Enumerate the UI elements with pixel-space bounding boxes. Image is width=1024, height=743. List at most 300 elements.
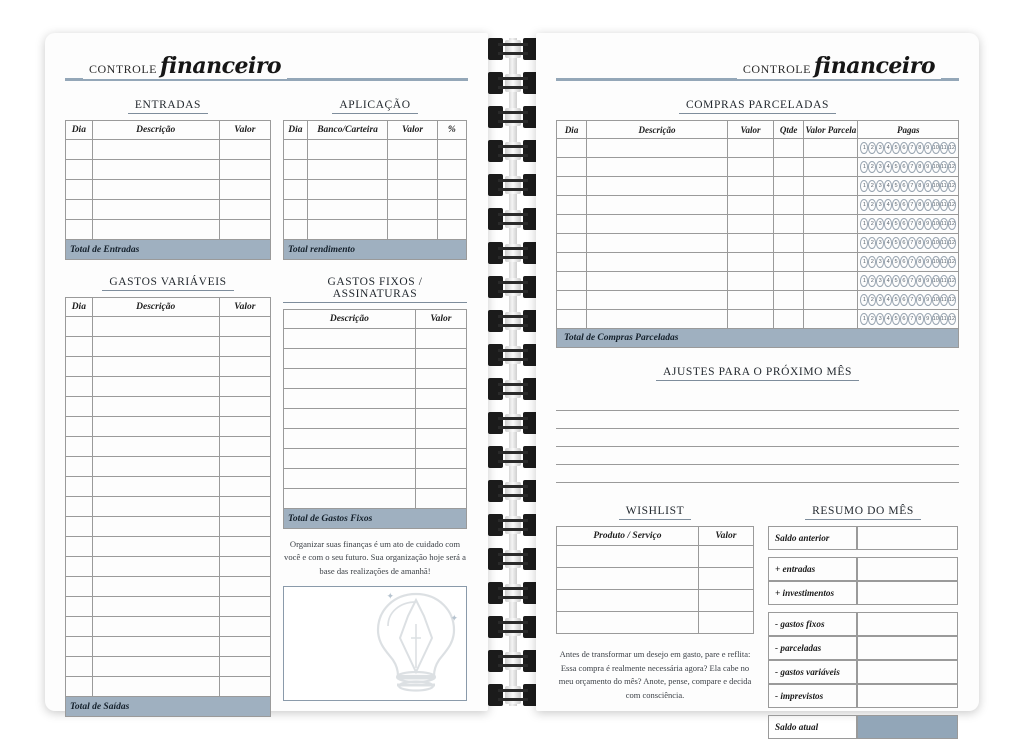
table-cell[interactable] [557,546,699,568]
table-cell[interactable] [66,140,93,160]
table-cell[interactable] [92,337,219,357]
parcel-bubble-11[interactable]: 11 [940,237,948,249]
table-cell[interactable] [219,377,270,397]
parcel-bubble-4[interactable]: 4 [884,218,892,230]
parcel-bubble-3[interactable]: 3 [876,294,884,306]
parcel-bubble-5[interactable]: 5 [892,180,900,192]
compras-parceladas-total-label[interactable]: Total de Compras Parceladas [557,329,959,348]
table-cell[interactable] [66,317,93,337]
table-cell[interactable] [92,397,219,417]
cell-dia[interactable] [557,196,587,215]
table-row[interactable] [284,200,467,220]
parcel-bubble-11[interactable]: 11 [940,313,948,325]
cell-valor-parcela[interactable] [804,310,858,329]
parcel-bubble-11[interactable]: 11 [940,161,948,173]
ajustes-lines[interactable] [556,393,959,483]
parcel-bubble-8[interactable]: 8 [916,161,924,173]
table-cell[interactable] [66,677,93,697]
parcel-bubble-12[interactable]: 12 [948,313,956,325]
table-row[interactable] [66,577,271,597]
resumo-value-field[interactable] [857,636,958,660]
cell-dia[interactable] [557,291,587,310]
table-row[interactable] [557,612,754,634]
parcel-bubble-6[interactable]: 6 [900,199,908,211]
table-cell[interactable] [66,477,93,497]
table-row[interactable] [66,457,271,477]
cell-pagas[interactable] [858,196,959,215]
parcel-bubble-6[interactable]: 6 [900,294,908,306]
cell-valor-parcela[interactable] [804,196,858,215]
cell-qtde[interactable] [774,139,804,158]
table-row[interactable] [284,489,467,509]
parcel-bubble-4[interactable]: 4 [884,199,892,211]
parcel-bubble-9[interactable]: 9 [924,161,932,173]
parcel-bubble-2[interactable]: 2 [868,275,876,287]
table-cell[interactable] [66,497,93,517]
table-cell[interactable] [219,637,270,657]
table-cell[interactable] [698,568,753,590]
table-cell[interactable] [437,180,466,200]
cell-qtde[interactable] [774,253,804,272]
table-row[interactable] [66,517,271,537]
table-cell[interactable] [219,457,270,477]
table-cell[interactable] [284,489,416,509]
parcel-bubble-12[interactable]: 12 [948,142,956,154]
table-cell[interactable] [307,140,388,160]
table-row[interactable] [66,377,271,397]
parcel-bubble-12[interactable]: 12 [948,199,956,211]
parcel-bubble-5[interactable]: 5 [892,275,900,287]
table-cell[interactable] [698,612,753,634]
table-row[interactable] [557,253,959,272]
parcel-bubble-5[interactable]: 5 [892,218,900,230]
table-row[interactable] [284,329,467,349]
parcel-bubble-2[interactable]: 2 [868,294,876,306]
table-row[interactable] [66,657,271,677]
parcel-bubble-11[interactable]: 11 [940,142,948,154]
table-row[interactable] [557,215,959,234]
table-row[interactable] [66,180,271,200]
table-cell[interactable] [66,397,93,417]
table-cell[interactable] [219,617,270,637]
table-row[interactable] [284,140,467,160]
parcel-bubble-2[interactable]: 2 [868,218,876,230]
table-cell[interactable] [415,349,466,369]
parcel-bubble-9[interactable]: 9 [924,294,932,306]
table-cell[interactable] [415,329,466,349]
table-row[interactable] [284,449,467,469]
table-cell[interactable] [284,469,416,489]
cell-pagas[interactable] [858,253,959,272]
table-cell[interactable] [557,612,699,634]
table-cell[interactable] [388,160,437,180]
parcel-bubble-6[interactable]: 6 [900,142,908,154]
parcel-bubble-6[interactable]: 6 [900,275,908,287]
parcel-bubble-4[interactable]: 4 [884,294,892,306]
table-cell[interactable] [388,220,437,240]
parcel-bubble-5[interactable]: 5 [892,142,900,154]
parcel-bubble-11[interactable]: 11 [940,180,948,192]
parcel-bubble-8[interactable]: 8 [916,275,924,287]
table-cell[interactable] [284,449,416,469]
cell-pagas[interactable] [858,177,959,196]
table-row[interactable] [284,349,467,369]
parcel-bubble-8[interactable]: 8 [916,237,924,249]
parcel-bubble-1[interactable]: 1 [860,180,868,192]
table-row[interactable] [284,369,467,389]
table-cell[interactable] [92,537,219,557]
table-cell[interactable] [415,369,466,389]
table-cell[interactable] [219,417,270,437]
table-cell[interactable] [92,457,219,477]
table-cell[interactable] [66,637,93,657]
parcel-bubble-5[interactable]: 5 [892,161,900,173]
parcel-bubble-9[interactable]: 9 [924,199,932,211]
table-row[interactable] [66,477,271,497]
parcel-bubble-7[interactable]: 7 [908,180,916,192]
parcel-bubble-3[interactable]: 3 [876,161,884,173]
table-cell[interactable] [219,337,270,357]
parcel-bubble-9[interactable]: 9 [924,237,932,249]
table-cell[interactable] [219,200,270,220]
parcel-bubble-6[interactable]: 6 [900,237,908,249]
table-cell[interactable] [284,220,308,240]
table-cell[interactable] [92,617,219,637]
table-cell[interactable] [284,329,416,349]
table-cell[interactable] [66,337,93,357]
parcel-bubble-7[interactable]: 7 [908,161,916,173]
parcel-bubble-8[interactable]: 8 [916,313,924,325]
table-cell[interactable] [415,449,466,469]
cell-valor-parcela[interactable] [804,139,858,158]
parcel-bubble-5[interactable]: 5 [892,313,900,325]
table-cell[interactable] [284,200,308,220]
parcel-bubble-7[interactable]: 7 [908,237,916,249]
table-row[interactable] [557,234,959,253]
table-row[interactable] [557,546,754,568]
table-cell[interactable] [66,517,93,537]
cell-valor[interactable] [727,272,773,291]
table-cell[interactable] [557,590,699,612]
cell-desc[interactable] [587,253,728,272]
cell-qtde[interactable] [774,291,804,310]
cell-valor-parcela[interactable] [804,272,858,291]
parcel-bubble-6[interactable]: 6 [900,180,908,192]
table-cell[interactable] [219,220,270,240]
table-cell[interactable] [219,477,270,497]
table-cell[interactable] [66,537,93,557]
cell-pagas[interactable] [858,215,959,234]
parcel-bubble-7[interactable]: 7 [908,313,916,325]
resumo-value-field[interactable] [857,684,958,708]
table-cell[interactable] [307,160,388,180]
ajustes-line[interactable] [556,465,959,483]
cell-dia[interactable] [557,215,587,234]
parcel-bubble-2[interactable]: 2 [868,161,876,173]
table-row[interactable] [66,357,271,377]
parcel-bubble-10[interactable]: 10 [932,218,940,230]
table-row[interactable] [66,557,271,577]
table-row[interactable] [557,291,959,310]
table-row[interactable] [66,200,271,220]
cell-desc[interactable] [587,215,728,234]
table-row[interactable] [284,469,467,489]
table-cell[interactable] [66,597,93,617]
cell-valor[interactable] [727,177,773,196]
table-row[interactable] [557,177,959,196]
table-cell[interactable] [92,160,219,180]
parcel-bubble-5[interactable]: 5 [892,237,900,249]
cell-pagas[interactable] [858,158,959,177]
table-row[interactable] [66,617,271,637]
parcel-bubble-6[interactable]: 6 [900,256,908,268]
parcel-bubble-4[interactable]: 4 [884,313,892,325]
resumo-value-field[interactable] [857,581,958,605]
table-cell[interactable] [219,557,270,577]
parcel-bubble-2[interactable]: 2 [868,142,876,154]
parcel-bubble-3[interactable]: 3 [876,218,884,230]
table-cell[interactable] [92,200,219,220]
table-cell[interactable] [284,140,308,160]
ajustes-line[interactable] [556,447,959,465]
cell-valor[interactable] [727,253,773,272]
table-cell[interactable] [92,220,219,240]
cell-valor-parcela[interactable] [804,253,858,272]
parcel-bubble-3[interactable]: 3 [876,313,884,325]
parcel-bubble-1[interactable]: 1 [860,142,868,154]
table-cell[interactable] [92,577,219,597]
table-cell[interactable] [557,568,699,590]
parcel-bubble-10[interactable]: 10 [932,313,940,325]
table-cell[interactable] [66,417,93,437]
parcel-bubble-9[interactable]: 9 [924,142,932,154]
gastos-variaveis-total-label[interactable]: Total de Saídas [66,697,271,717]
cell-desc[interactable] [587,158,728,177]
parcel-bubble-5[interactable]: 5 [892,294,900,306]
table-cell[interactable] [66,577,93,597]
parcel-bubble-12[interactable]: 12 [948,218,956,230]
table-cell[interactable] [92,597,219,617]
table-cell[interactable] [415,409,466,429]
aplicacao-total-label[interactable]: Total rendimento [284,240,467,260]
table-cell[interactable] [92,557,219,577]
table-cell[interactable] [219,577,270,597]
parcel-bubble-8[interactable]: 8 [916,218,924,230]
cell-valor[interactable] [727,310,773,329]
cell-valor-parcela[interactable] [804,234,858,253]
parcel-bubble-4[interactable]: 4 [884,256,892,268]
parcel-bubble-8[interactable]: 8 [916,294,924,306]
resumo-value-field[interactable] [857,526,958,550]
table-cell[interactable] [219,317,270,337]
cell-valor[interactable] [727,215,773,234]
table-cell[interactable] [66,437,93,457]
cell-qtde[interactable] [774,196,804,215]
table-cell[interactable] [66,557,93,577]
entradas-total-label[interactable]: Total de Entradas [66,240,271,260]
table-row[interactable] [557,568,754,590]
table-cell[interactable] [415,489,466,509]
parcel-bubble-9[interactable]: 9 [924,218,932,230]
table-row[interactable] [66,337,271,357]
parcel-bubble-6[interactable]: 6 [900,161,908,173]
table-cell[interactable] [92,437,219,457]
parcel-bubble-3[interactable]: 3 [876,275,884,287]
resumo-value-field[interactable] [857,715,958,739]
parcel-bubble-9[interactable]: 9 [924,313,932,325]
table-cell[interactable] [92,357,219,377]
table-row[interactable] [557,139,959,158]
table-row[interactable] [284,180,467,200]
table-cell[interactable] [66,180,93,200]
parcel-bubble-11[interactable]: 11 [940,199,948,211]
ajustes-line[interactable] [556,393,959,411]
parcel-bubble-12[interactable]: 12 [948,275,956,287]
table-cell[interactable] [219,437,270,457]
resumo-value-field[interactable] [857,660,958,684]
cell-valor[interactable] [727,234,773,253]
cell-dia[interactable] [557,234,587,253]
parcel-bubble-1[interactable]: 1 [860,275,868,287]
table-cell[interactable] [388,200,437,220]
table-cell[interactable] [698,546,753,568]
cell-qtde[interactable] [774,177,804,196]
gastos-fixos-total-label[interactable]: Total de Gastos Fixos [284,509,467,529]
table-cell[interactable] [219,140,270,160]
table-cell[interactable] [415,469,466,489]
table-cell[interactable] [219,160,270,180]
table-row[interactable] [66,317,271,337]
parcel-bubble-8[interactable]: 8 [916,256,924,268]
cell-dia[interactable] [557,158,587,177]
parcel-bubble-4[interactable]: 4 [884,161,892,173]
table-cell[interactable] [219,497,270,517]
parcel-bubble-7[interactable]: 7 [908,199,916,211]
cell-dia[interactable] [557,272,587,291]
table-row[interactable] [557,158,959,177]
parcel-bubble-9[interactable]: 9 [924,256,932,268]
cell-qtde[interactable] [774,158,804,177]
table-cell[interactable] [698,590,753,612]
table-cell[interactable] [66,457,93,477]
parcel-bubble-2[interactable]: 2 [868,180,876,192]
resumo-value-field[interactable] [857,612,958,636]
parcel-bubble-4[interactable]: 4 [884,142,892,154]
table-cell[interactable] [388,140,437,160]
cell-qtde[interactable] [774,234,804,253]
parcel-bubble-2[interactable]: 2 [868,313,876,325]
cell-pagas[interactable] [858,310,959,329]
parcel-bubble-4[interactable]: 4 [884,180,892,192]
parcel-bubble-2[interactable]: 2 [868,237,876,249]
cell-desc[interactable] [587,177,728,196]
parcel-bubble-4[interactable]: 4 [884,237,892,249]
table-row[interactable] [66,437,271,457]
table-cell[interactable] [284,389,416,409]
cell-desc[interactable] [587,139,728,158]
table-row[interactable] [284,160,467,180]
table-cell[interactable] [92,417,219,437]
cell-valor[interactable] [727,291,773,310]
cell-pagas[interactable] [858,291,959,310]
parcel-bubble-1[interactable]: 1 [860,199,868,211]
parcel-bubble-1[interactable]: 1 [860,161,868,173]
table-cell[interactable] [92,637,219,657]
table-row[interactable] [66,537,271,557]
table-row[interactable] [66,677,271,697]
table-row[interactable] [557,310,959,329]
table-cell[interactable] [307,200,388,220]
table-cell[interactable] [219,357,270,377]
cell-desc[interactable] [587,310,728,329]
cell-dia[interactable] [557,253,587,272]
table-row[interactable] [66,637,271,657]
table-cell[interactable] [92,140,219,160]
parcel-bubble-4[interactable]: 4 [884,275,892,287]
table-cell[interactable] [92,517,219,537]
parcel-bubble-11[interactable]: 11 [940,275,948,287]
parcel-bubble-5[interactable]: 5 [892,256,900,268]
parcel-bubble-10[interactable]: 10 [932,180,940,192]
table-row[interactable] [66,417,271,437]
parcel-bubble-1[interactable]: 1 [860,218,868,230]
parcel-bubble-6[interactable]: 6 [900,218,908,230]
cell-valor-parcela[interactable] [804,215,858,234]
table-row[interactable] [66,497,271,517]
parcel-bubble-7[interactable]: 7 [908,142,916,154]
parcel-bubble-2[interactable]: 2 [868,199,876,211]
cell-valor[interactable] [727,139,773,158]
cell-valor-parcela[interactable] [804,158,858,177]
table-cell[interactable] [437,200,466,220]
table-cell[interactable] [284,369,416,389]
table-cell[interactable] [307,180,388,200]
table-cell[interactable] [92,677,219,697]
cell-qtde[interactable] [774,215,804,234]
cell-dia[interactable] [557,310,587,329]
ajustes-line[interactable] [556,429,959,447]
table-cell[interactable] [307,220,388,240]
table-cell[interactable] [284,409,416,429]
table-cell[interactable] [219,180,270,200]
parcel-bubble-3[interactable]: 3 [876,237,884,249]
cell-desc[interactable] [587,272,728,291]
parcel-bubble-10[interactable]: 10 [932,161,940,173]
table-row[interactable] [66,160,271,180]
parcel-bubble-2[interactable]: 2 [868,256,876,268]
table-row[interactable] [284,409,467,429]
cell-dia[interactable] [557,139,587,158]
cell-pagas[interactable] [858,139,959,158]
table-cell[interactable] [92,657,219,677]
table-cell[interactable] [92,477,219,497]
parcel-bubble-10[interactable]: 10 [932,256,940,268]
parcel-bubble-1[interactable]: 1 [860,313,868,325]
parcel-bubble-1[interactable]: 1 [860,237,868,249]
parcel-bubble-7[interactable]: 7 [908,275,916,287]
table-cell[interactable] [219,677,270,697]
table-cell[interactable] [219,397,270,417]
parcel-bubble-11[interactable]: 11 [940,218,948,230]
table-cell[interactable] [219,597,270,617]
table-cell[interactable] [284,349,416,369]
resumo-value-field[interactable] [857,557,958,581]
table-cell[interactable] [66,220,93,240]
table-cell[interactable] [66,357,93,377]
table-row[interactable] [66,597,271,617]
cell-qtde[interactable] [774,310,804,329]
table-cell[interactable] [92,180,219,200]
